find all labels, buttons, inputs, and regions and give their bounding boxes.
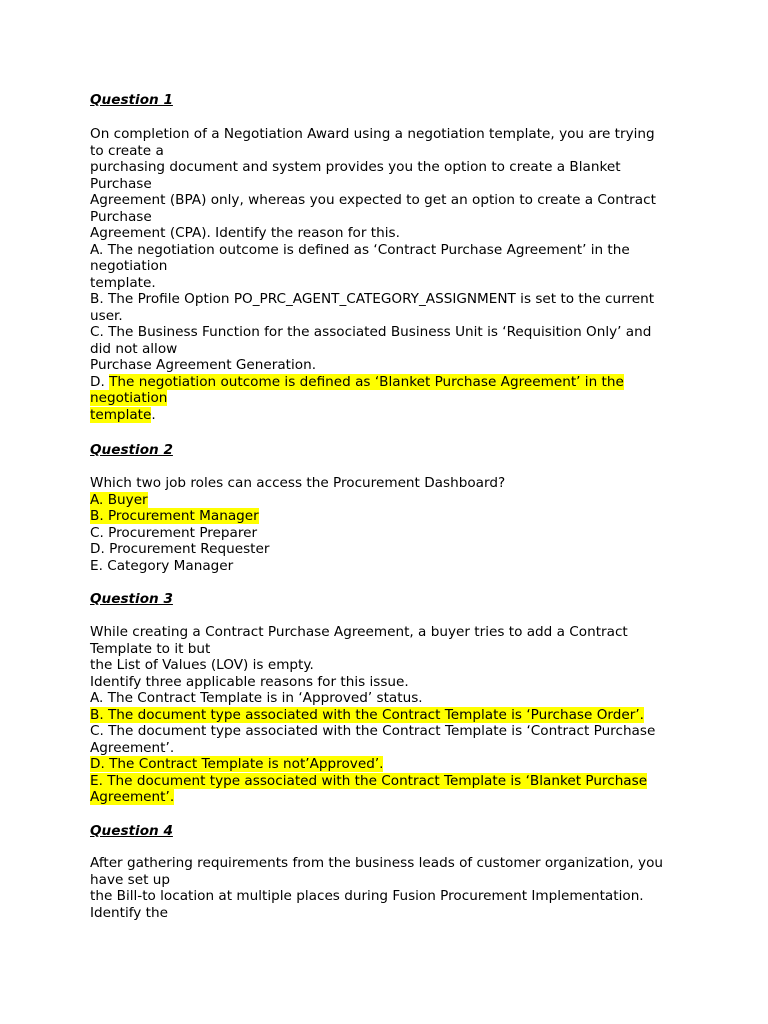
question-2-option-e: E. Category Manager (90, 557, 234, 574)
question-3-option-e (90, 789, 174, 806)
question-2-option-d: D. Procurement Requester (90, 541, 270, 557)
question-4-line: After gathering requirements from the business leads of customer organization, you (90, 855, 664, 871)
highlighted-answer: A. Buyer (90, 491, 148, 508)
question-1-option-b: B. The Profile Option PO_PRC_AGENT_CATEGORY_ASSIGNMENT is set to the current (90, 291, 655, 307)
question-2-prompt: Which two job roles can access the Procurement Dashboard? (90, 475, 506, 491)
highlighted-answer: template (90, 406, 152, 423)
question-3-line: Template to it but (90, 640, 211, 657)
question-1-option-d (90, 390, 167, 407)
question-3-option-c: Agreement’. (90, 739, 175, 756)
question-4-heading: Question 4 (90, 823, 173, 839)
question-3-option-b (90, 707, 644, 724)
question-1-heading: Question 1 (90, 92, 173, 108)
question-1-option-a: A. The negotiation outcome is defined as ‘Contract Purchase Agreement’ in the (90, 241, 630, 258)
highlighted-answer: B. The document type associated with the Contract Template is ‘Purchase Order’. (90, 706, 644, 723)
question-4-line: the Bill-to location at multiple places during Fusion Procurement Implementation. (90, 888, 644, 904)
question-1-option-c: Purchase Agreement Generation. (90, 357, 317, 373)
question-1-option-c: C. The Business Function for the associated Business Unit is ‘Requisition Only’ and (90, 324, 652, 340)
question-1-line: Agreement (CPA). Identify the reason for this. (90, 225, 400, 241)
question-1-option-b: user. (90, 307, 123, 324)
question-2-option-c: C. Procurement Preparer (90, 524, 258, 541)
question-1-line: Purchase (90, 175, 152, 192)
question-1-option-a: negotiation (90, 258, 168, 274)
question-3-option-d (90, 756, 383, 773)
highlighted-answer: negotiation (90, 390, 168, 406)
question-3-option-a: A. The Contract Template is in ‘Approved’ status. (90, 690, 423, 706)
question-2-option-b (90, 508, 259, 525)
highlighted-answer: D. The Contract Template is not’Approved’. (90, 756, 384, 772)
question-1-line: Purchase (90, 208, 152, 225)
question-4-line: have set up (90, 871, 171, 888)
question-3-option-c: C. The document type associated with the Contract Template is ‘Contract Purchase (90, 723, 656, 739)
question-1-line: to create a (90, 142, 164, 159)
question-1-option-a: template. (90, 274, 156, 291)
option-letter: D. (90, 373, 110, 390)
question-2-heading: Question 2 (90, 442, 173, 458)
question-2-option-a (90, 492, 148, 509)
question-4-line: Identify the (90, 904, 168, 921)
highlighted-answer: Agreement’. (90, 789, 175, 805)
question-1-option-d (90, 374, 624, 391)
highlighted-answer: B. Procurement Manager (90, 508, 259, 524)
answer-period: . (151, 406, 156, 423)
question-1-line: Agreement (BPA) only, whereas you expected to get an option to create a Contract (90, 192, 656, 208)
highlighted-answer: The negotiation outcome is defined as ‘Blanket Purchase Agreement’ in the (109, 373, 624, 390)
question-1-option-c: did not allow (90, 340, 178, 357)
question-1-line: purchasing document and system provides you the option to create a Blanket (90, 159, 621, 175)
question-3-heading: Question 3 (90, 591, 173, 607)
question-1-line: On completion of a Negotiation Award using a negotiation template, you are trying (90, 126, 655, 142)
question-3-option-e (90, 773, 647, 790)
question-3-line: Identify three applicable reasons for this issue. (90, 673, 409, 690)
question-1-option-d (90, 407, 156, 424)
question-3-line: While creating a Contract Purchase Agreement, a buyer tries to add a Contract (90, 624, 628, 640)
highlighted-answer: E. The document type associated with the Contract Template is ‘Blanket Purchase (90, 772, 648, 789)
question-3-line: the List of Values (LOV) is empty. (90, 657, 314, 673)
